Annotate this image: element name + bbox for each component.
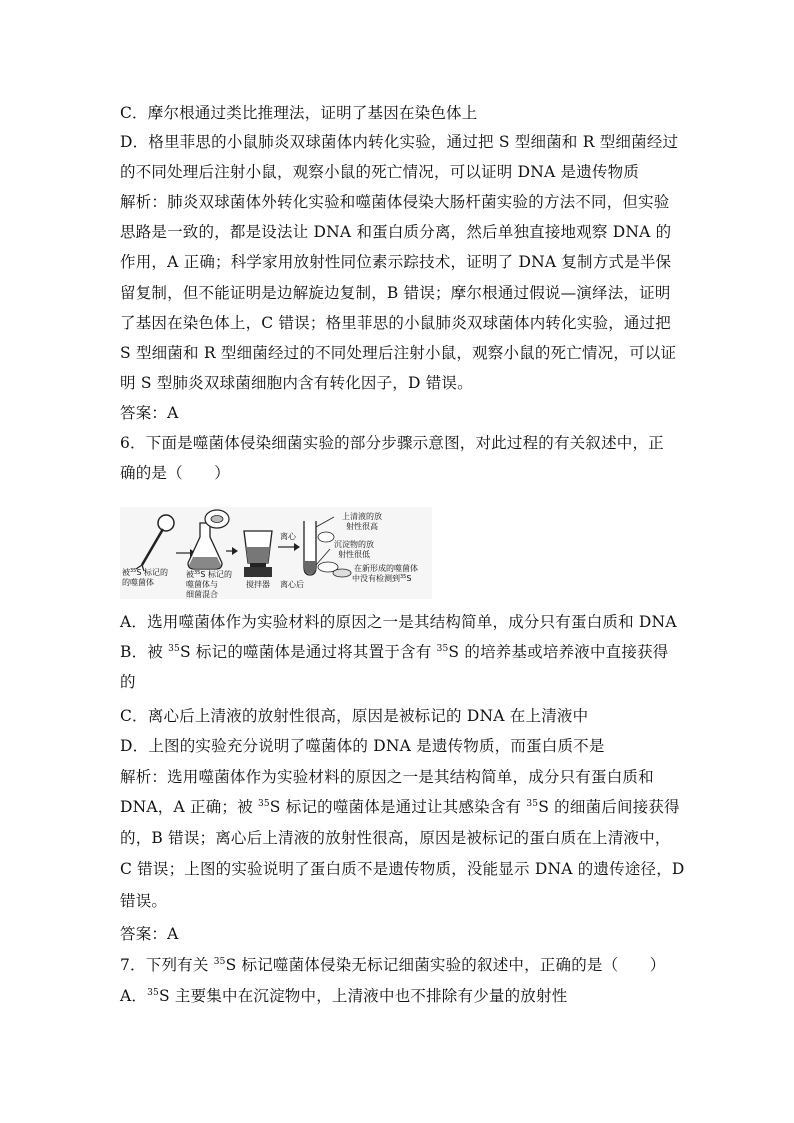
option-c-line: C．摩尔根通过类比推理法，证明了基因在染色体上 <box>120 104 478 122</box>
phage-label: 被$^{35}$S 标记的 <box>122 568 168 577</box>
stirrer-label: 搅拌器 <box>246 580 270 589</box>
question-6-stem: 6．下面是噬菌体侵染细菌实验的部分步骤示意图，对此过程的有关叙述中，正 <box>120 434 664 452</box>
new-phage-label-2: 中没有检测到$^{35}$S <box>352 574 412 583</box>
analysis-line: 解析：选用噬菌体作为实验材料的原因之一是其结构简单，成分只有蛋白质和 <box>120 768 654 786</box>
option-a-line: A．选用噬菌体作为实验材料的原因之一是其结构简单，成分只有蛋白质和 DNA <box>120 613 677 631</box>
analysis-line: 错误。 <box>120 892 168 910</box>
analysis-line: 明 S 型肺炎双球菌细胞内含有转化因子，D 错误。 <box>120 374 473 392</box>
analysis-line: 了基因在染色体上，C 错误；格里菲思的小鼠肺炎双球菌体内转化实验，通过把 <box>120 314 671 332</box>
after-centrifuge-label: 离心后 <box>280 580 304 589</box>
option-d-line: D．上图的实验充分说明了噬菌体的 DNA 是遗传物质，而蛋白质不是 <box>120 737 605 755</box>
analysis-line: DNA，A 正确；被 $^{35}$S 标记的噬菌体是通过让其感染含有 $^{35}$S 的细菌后间接获得 <box>120 798 680 816</box>
analysis-line: 解析：肺炎双球菌体外转化实验和噬菌体侵染大肠杆菌实验的方法不同，但实验 <box>120 193 670 211</box>
answer-line: 答案：A <box>120 925 179 943</box>
option-b-line-cont: 的 <box>120 673 136 691</box>
question-7-option-a: A．$^{35}$S 主要集中在沉淀物中，上清液中也不排除有少量的放射性 <box>120 987 568 1005</box>
new-phage-label: 在新形成的噬菌体 <box>354 564 418 573</box>
question-7-stem: 7．下列有关 $^{35}$S 标记噬菌体侵染无标记细菌实验的叙述中，正确的是（ ） <box>120 956 666 974</box>
sediment-label-2: 射性很低 <box>338 550 370 559</box>
analysis-line: 思路是一致的，都是设法让 DNA 和蛋白质分离，然后单独直接地观察 DNA 的 <box>120 223 672 241</box>
option-d-line: D．格里菲思的小鼠肺炎双球菌体内转化实验，通过把 S 型细菌和 R 型细菌经过 <box>120 133 679 151</box>
sediment-label: 沉淀物的放 <box>334 540 374 549</box>
mix-label: 被$^{35}$S 标记的 <box>186 570 232 579</box>
supernatant-label: 上清液的放 <box>342 512 382 521</box>
analysis-line: 作用，A 正确；科学家用放射性同位素示踪技术，证明了 DNA 复制方式是半保 <box>120 253 672 271</box>
phage-label-2: 的噬菌体 <box>122 578 154 587</box>
option-c-line: C．离心后上清液的放射性很高，原因是被标记的 DNA 在上清液中 <box>120 707 589 725</box>
supernatant-label-2: 射性很高 <box>346 522 378 531</box>
mix-label-3: 细菌混合 <box>186 590 218 599</box>
analysis-line: S 型细菌和 R 型细菌经过的不同处理后注射小鼠，观察小鼠的死亡情况，可以证 <box>120 344 677 362</box>
analysis-line: 的，B 错误；离心后上清液的放射性很高，原因是被标记的蛋白质在上清液中， <box>120 829 671 847</box>
stirrer-icon <box>244 531 272 577</box>
answer-line: 答案：A <box>120 404 179 422</box>
option-d-line-cont: 的不同处理后注射小鼠，观察小鼠的死亡情况，可以证明 DNA 是遗传物质 <box>120 163 640 181</box>
mix-label-2: 噬菌体与 <box>186 580 218 589</box>
question-6-stem-cont: 确的是（ ） <box>120 464 230 482</box>
option-b-line: B．被 $^{35}$S 标记的噬菌体是通过将其置于含有 $^{35}$S 的培养基或培养液中直接获得 <box>120 643 669 661</box>
analysis-line: C 错误；上图的实验说明了蛋白质不是遗传物质，没能显示 DNA 的遗传途径，D <box>120 860 685 878</box>
test-tube-icon <box>304 521 316 575</box>
phage-experiment-figure <box>120 507 432 599</box>
centrifuge-label: 离心 <box>280 532 296 541</box>
analysis-line: 留复制，但不能证明是边解旋边复制，B 错误；摩尔根通过假说—演绎法，证明 <box>120 284 671 302</box>
